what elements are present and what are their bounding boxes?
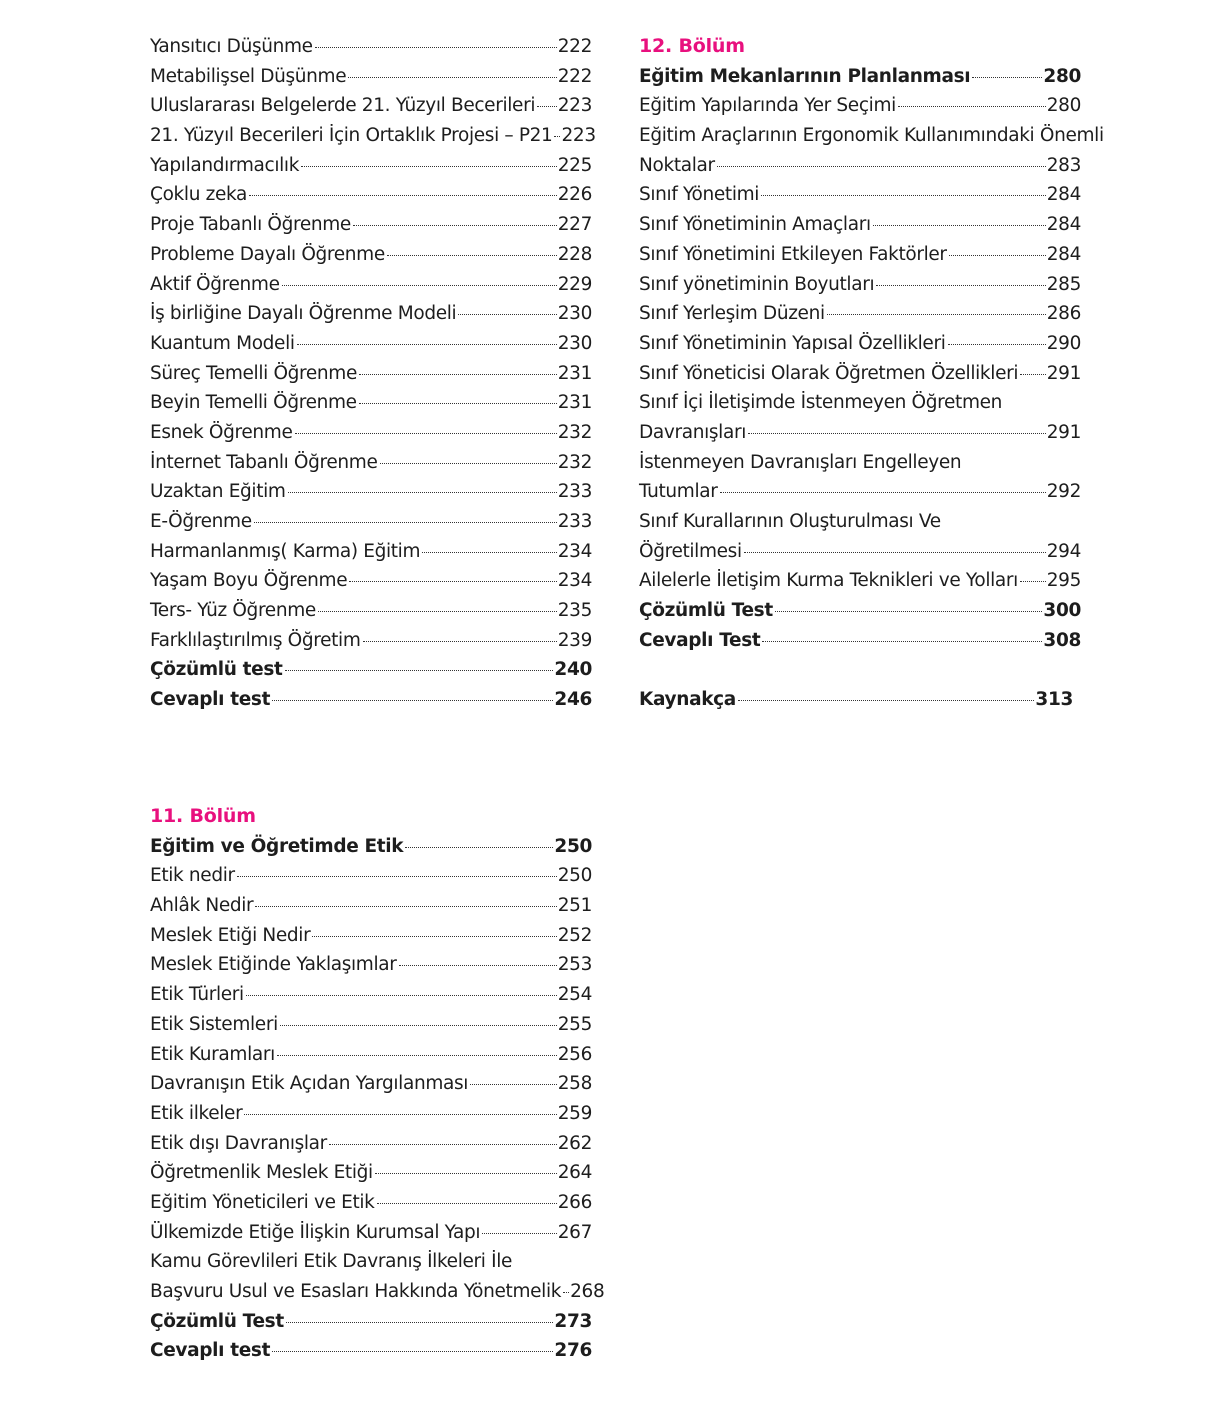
entry-title: Harmanlanmış( Karma) Eğitim — [150, 540, 421, 562]
dot-leader — [272, 1350, 553, 1352]
dot-leader — [301, 165, 557, 167]
toc-entry[interactable] — [150, 861, 592, 891]
entry-page: 264 — [557, 1162, 592, 1184]
entry-page: 268 — [570, 1281, 605, 1302]
dot-leader — [297, 343, 557, 345]
toc-entry[interactable] — [150, 359, 592, 389]
dot-leader — [744, 551, 1046, 553]
dot-leader — [762, 640, 1042, 642]
entry-title-line1[interactable]: Kamu Görevlileri Etik Davranış İlkeleri İle — [150, 1251, 513, 1273]
entry-title: Yansıtıcı Düşünme — [150, 36, 313, 57]
toc-entry[interactable] — [150, 418, 592, 448]
dot-leader — [377, 1202, 557, 1204]
entry-page: 280 — [1043, 65, 1081, 87]
entry-page: 222 — [557, 65, 592, 87]
toc-entry[interactable] — [150, 388, 592, 418]
toc-entry[interactable] — [150, 477, 592, 507]
entry-page: 259 — [557, 1102, 592, 1124]
entry-title: 21. Yüzyıl Becerileri İçin Ortaklık Projesi – P21 — [150, 125, 553, 147]
toc-chapter-title[interactable] — [150, 832, 592, 862]
entry-title: Süreç Temelli Öğrenme — [150, 362, 358, 384]
entry-title: Sınıf Yönetimini Etkileyen Faktörler — [639, 243, 947, 265]
entry-title: Eğitim Mekanlarının Planlanması — [639, 65, 971, 87]
entry-title: Ters- Yüz Öğrenme — [150, 600, 316, 622]
dot-leader — [237, 875, 557, 877]
toc-entry-solved-test[interactable] — [150, 655, 592, 685]
entry-title: Yapılandırmacılık — [150, 154, 300, 176]
entry-title: E-Öğrenme — [150, 511, 252, 532]
toc-entry[interactable] — [150, 507, 592, 537]
entry-page: 235 — [557, 600, 592, 622]
toc-entry[interactable] — [150, 1069, 592, 1099]
entry-title: Meslek Etiğinde Yaklaşımlar — [150, 954, 397, 976]
entry-title: Çözümlü Test — [150, 1310, 284, 1332]
entry-title: Çoklu zeka — [150, 184, 248, 206]
dot-leader — [948, 343, 1046, 345]
toc-entry[interactable] — [150, 566, 592, 596]
entry-page: 284 — [1046, 214, 1081, 236]
toc-entry[interactable] — [150, 91, 592, 121]
entry-page: 291 — [1046, 362, 1081, 384]
toc-entry[interactable] — [150, 891, 592, 921]
entry-title: Başvuru Usul ve Esasları Hakkında Yönetmelik — [150, 1281, 562, 1302]
toc-entry[interactable] — [639, 359, 1081, 389]
entry-title: Cevaplı test — [150, 1340, 271, 1362]
toc-entry[interactable] — [639, 299, 1081, 329]
toc-entry[interactable] — [150, 240, 592, 270]
entry-page: 228 — [557, 243, 592, 265]
entry-title: Sınıf Yönetimi — [639, 184, 760, 206]
toc-entry[interactable] — [150, 950, 592, 980]
toc-entry[interactable] — [639, 477, 1081, 507]
entry-title-line1[interactable]: Sınıf İçi İletişimde İstenmeyen Öğretmen — [639, 392, 1003, 414]
dot-leader — [272, 699, 553, 701]
entry-title: Sınıf Yöneticisi Olarak Öğretmen Özellikleri — [639, 362, 1019, 384]
entry-page: 234 — [557, 540, 592, 562]
dot-leader — [312, 935, 556, 937]
entry-title: Cevaplı Test — [639, 629, 761, 651]
entry-page: 256 — [557, 1043, 592, 1065]
toc-entry[interactable] — [150, 151, 592, 181]
entry-title: İnternet Tabanlı Öğrenme — [150, 451, 378, 473]
entry-page: 290 — [1046, 332, 1081, 354]
entry-title: Esnek Öğrenme — [150, 421, 293, 443]
section-heading: 12. Bölüm — [639, 35, 745, 57]
entry-title: Noktalar — [639, 154, 715, 176]
toc-entry[interactable] — [639, 240, 1081, 270]
entry-page: 250 — [557, 865, 592, 887]
dot-leader — [422, 551, 557, 553]
dot-leader — [399, 964, 557, 966]
dot-leader — [244, 1113, 556, 1115]
dot-leader — [277, 1054, 557, 1056]
entry-title: Cevaplı test — [150, 689, 271, 711]
dot-leader — [827, 313, 1046, 315]
entry-page: 286 — [1046, 303, 1081, 325]
entry-page: 284 — [1046, 184, 1081, 206]
entry-page: 230 — [557, 303, 592, 325]
entry-title: Sınıf Yönetiminin Yapısal Özellikleri — [639, 332, 946, 354]
dot-leader — [246, 994, 557, 996]
dot-leader — [280, 1024, 557, 1026]
entry-title: Uzaktan Eğitim — [150, 481, 286, 503]
toc-entry[interactable] — [150, 1129, 592, 1159]
dot-leader — [359, 402, 557, 404]
dot-leader — [405, 846, 553, 848]
entry-title: Eğitim Yöneticileri ve Etik — [150, 1191, 375, 1213]
entry-title-line1[interactable]: İstenmeyen Davranışları Engelleyen — [639, 451, 962, 473]
dot-leader — [717, 165, 1046, 167]
entry-page: 223 — [561, 125, 596, 147]
entry-page: 273 — [554, 1310, 592, 1332]
entry-page: 254 — [557, 984, 592, 1006]
toc-entry-answered-test[interactable] — [150, 1336, 592, 1366]
entry-title: Kuantum Modeli — [150, 332, 295, 354]
dot-leader — [288, 491, 557, 493]
entry-title: Etik dışı Davranışlar — [150, 1132, 327, 1154]
dot-leader — [1020, 373, 1046, 375]
dot-leader — [949, 254, 1046, 256]
toc-entry[interactable] — [150, 299, 592, 329]
entry-title: Ahlâk Nedir — [150, 895, 254, 917]
toc-entry[interactable] — [150, 270, 592, 300]
entry-title: Sınıf yönetiminin Boyutları — [639, 273, 875, 295]
entry-page: 284 — [1046, 243, 1081, 265]
entry-title: Ailelerle İletişim Kurma Teknikleri ve Yolları — [639, 570, 1018, 592]
entry-page: 229 — [557, 273, 592, 295]
entry-title: Proje Tabanlı Öğrenme — [150, 214, 351, 236]
entry-title: Sınıf Yerleşim Düzeni — [639, 303, 825, 325]
toc-entry-solved-test[interactable] — [150, 1307, 592, 1337]
toc-entry[interactable] — [150, 626, 592, 656]
dot-leader — [537, 105, 557, 107]
toc-entry-answered-test[interactable] — [150, 685, 592, 715]
entry-title: Etik Türleri — [150, 984, 244, 1006]
toc-entry[interactable] — [150, 1040, 592, 1070]
toc-entry[interactable] — [639, 418, 1081, 448]
entry-title: Davranışın Etik Açıdan Yargılanması — [150, 1073, 469, 1095]
entry-title: Etik ilkeler — [150, 1102, 243, 1124]
entry-title: Metabilişsel Düşünme — [150, 65, 347, 87]
dot-leader — [775, 610, 1043, 612]
dot-leader — [255, 905, 556, 907]
entry-page: 258 — [557, 1073, 592, 1095]
entry-title: Yaşam Boyu Öğrenme — [150, 570, 348, 592]
dot-leader — [375, 1172, 557, 1174]
entry-title: Aktif Öğrenme — [150, 273, 280, 295]
entry-title: Eğitim Yapılarında Yer Seçimi — [639, 95, 896, 117]
entry-title: Probleme Dayalı Öğrenme — [150, 243, 385, 265]
entry-title: Etik nedir — [150, 865, 235, 887]
toc-entry[interactable] — [639, 91, 1081, 121]
entry-page: 292 — [1046, 481, 1081, 503]
entry-page: 239 — [557, 629, 592, 651]
toc-entry[interactable] — [639, 537, 1081, 567]
dot-leader — [387, 254, 557, 256]
entry-title: Meslek Etiği Nedir — [150, 924, 311, 946]
entry-title: Sınıf Yönetiminin Amaçları — [639, 214, 871, 236]
dot-leader — [353, 224, 557, 226]
section-heading: 11. Bölüm — [150, 805, 256, 827]
entry-page: 283 — [1046, 154, 1081, 176]
entry-page: 285 — [1046, 273, 1081, 295]
toc-entry[interactable] — [150, 1188, 592, 1218]
toc-entry[interactable] — [150, 980, 592, 1010]
toc-left-top — [150, 32, 596, 715]
entry-page: 222 — [557, 36, 592, 57]
entry-page: 225 — [557, 154, 592, 176]
toc-entry[interactable] — [150, 921, 592, 951]
toc-entry[interactable] — [150, 210, 592, 240]
toc-entry[interactable] — [639, 329, 1081, 359]
dot-leader — [349, 580, 556, 582]
spacer — [639, 655, 1081, 685]
entry-page: 250 — [554, 835, 592, 857]
entry-title: Ülkemizde Etiğe İlişkin Kurumsal Yapı — [150, 1221, 481, 1243]
entry-page: 231 — [557, 392, 592, 414]
entry-title: Etik Sistemleri — [150, 1013, 278, 1035]
entry-page: 262 — [557, 1132, 592, 1154]
entry-page: 280 — [1046, 95, 1081, 117]
dot-leader — [898, 105, 1046, 107]
dot-leader — [748, 432, 1046, 434]
dot-leader — [380, 462, 557, 464]
dot-leader — [720, 491, 1046, 493]
dot-leader — [359, 373, 557, 375]
toc-entry[interactable] — [150, 448, 592, 478]
entry-page: 252 — [557, 924, 592, 946]
entry-page: 295 — [1046, 570, 1081, 592]
entry-page: 251 — [557, 895, 592, 917]
dot-leader — [738, 699, 1035, 701]
entry-page: 227 — [557, 214, 592, 236]
entry-page: 230 — [557, 332, 592, 354]
entry-page: 308 — [1043, 629, 1081, 651]
toc-entry[interactable] — [150, 121, 596, 151]
entry-title: Etik Kuramları — [150, 1043, 275, 1065]
toc-entry[interactable] — [150, 1010, 592, 1040]
dot-leader — [470, 1083, 557, 1085]
toc-entry[interactable] — [150, 329, 592, 359]
toc-entry[interactable] — [150, 1099, 592, 1129]
toc-entry[interactable] — [150, 62, 592, 92]
dot-leader — [876, 284, 1045, 286]
toc-entry[interactable] — [639, 270, 1081, 300]
entry-title: Öğretmenlik Meslek Etiği — [150, 1162, 373, 1184]
toc-entry[interactable] — [150, 1158, 592, 1188]
entry-title: Öğretilmesi — [639, 540, 742, 562]
entry-page: 253 — [557, 954, 592, 976]
dot-leader — [482, 1232, 557, 1234]
toc-entry-references[interactable] — [639, 685, 1073, 715]
entry-title: Uluslararası Belgelerde 21. Yüzyıl Becerileri — [150, 95, 536, 117]
toc-entry[interactable] — [150, 596, 592, 626]
toc-entry[interactable] — [150, 1277, 605, 1307]
dot-leader — [249, 194, 557, 196]
entry-title: Çözümlü test — [150, 659, 283, 681]
toc-entry[interactable] — [150, 32, 592, 62]
dot-leader — [873, 224, 1046, 226]
dot-leader — [458, 313, 556, 315]
toc-entry[interactable] — [639, 180, 1081, 210]
dot-leader — [282, 284, 557, 286]
entry-page: 300 — [1043, 600, 1081, 622]
entry-page: 294 — [1046, 540, 1081, 562]
dot-leader — [1020, 580, 1046, 582]
entry-title-line1[interactable]: Eğitim Araçlarının Ergonomik Kullanımındaki Önemli — [639, 125, 1104, 147]
entry-title-line1[interactable]: Sınıf Kurallarının Oluşturulması Ve — [639, 511, 941, 532]
entry-page: 255 — [557, 1013, 592, 1035]
dot-leader — [972, 76, 1042, 78]
dot-leader — [554, 135, 560, 137]
entry-title: İş birliğine Dayalı Öğrenme Modeli — [150, 303, 457, 325]
entry-page: 267 — [557, 1221, 592, 1243]
toc-chapter-title[interactable] — [639, 62, 1081, 92]
entry-title: Tutumlar — [639, 481, 718, 503]
toc-entry-solved-test[interactable] — [639, 596, 1081, 626]
entry-page: 226 — [557, 184, 592, 206]
dot-leader — [348, 76, 556, 78]
toc-entry[interactable] — [150, 537, 592, 567]
toc-section-11 — [150, 802, 605, 1366]
entry-title: Çözümlü Test — [639, 600, 773, 622]
toc-section-12 — [639, 32, 1104, 715]
entry-title: Beyin Temelli Öğrenme — [150, 392, 357, 414]
entry-title: Eğitim ve Öğretimde Etik — [150, 835, 404, 857]
toc-entry-answered-test[interactable] — [639, 626, 1081, 656]
dot-leader — [761, 194, 1046, 196]
entry-page: 266 — [557, 1191, 592, 1213]
toc-entry[interactable] — [639, 151, 1081, 181]
entry-page: 291 — [1046, 421, 1081, 443]
dot-leader — [363, 640, 557, 642]
entry-title: Farklılaştırılmış Öğretim — [150, 629, 361, 651]
entry-page: 276 — [554, 1340, 592, 1362]
dot-leader — [286, 1321, 554, 1323]
dot-leader — [285, 669, 554, 671]
dot-leader — [254, 521, 557, 523]
dot-leader — [318, 610, 557, 612]
toc-entry[interactable] — [150, 1218, 592, 1248]
dot-leader — [329, 1143, 557, 1145]
entry-title: Davranışları — [639, 421, 746, 443]
entry-page: 313 — [1035, 689, 1073, 711]
toc-entry[interactable] — [150, 180, 592, 210]
toc-entry[interactable] — [639, 210, 1081, 240]
entry-title: Kaynakça — [639, 689, 736, 711]
dot-leader — [315, 46, 557, 48]
entry-page: 232 — [557, 421, 592, 443]
dot-leader — [563, 1291, 569, 1293]
entry-page: 240 — [554, 659, 592, 681]
entry-page: 233 — [557, 481, 592, 503]
entry-page: 231 — [557, 362, 592, 384]
toc-entry[interactable] — [639, 566, 1081, 596]
entry-page: 232 — [557, 451, 592, 473]
dot-leader — [295, 432, 557, 434]
entry-page: 246 — [554, 689, 592, 711]
entry-page: 233 — [557, 511, 592, 532]
entry-page: 223 — [557, 95, 592, 117]
entry-page: 234 — [557, 570, 592, 592]
